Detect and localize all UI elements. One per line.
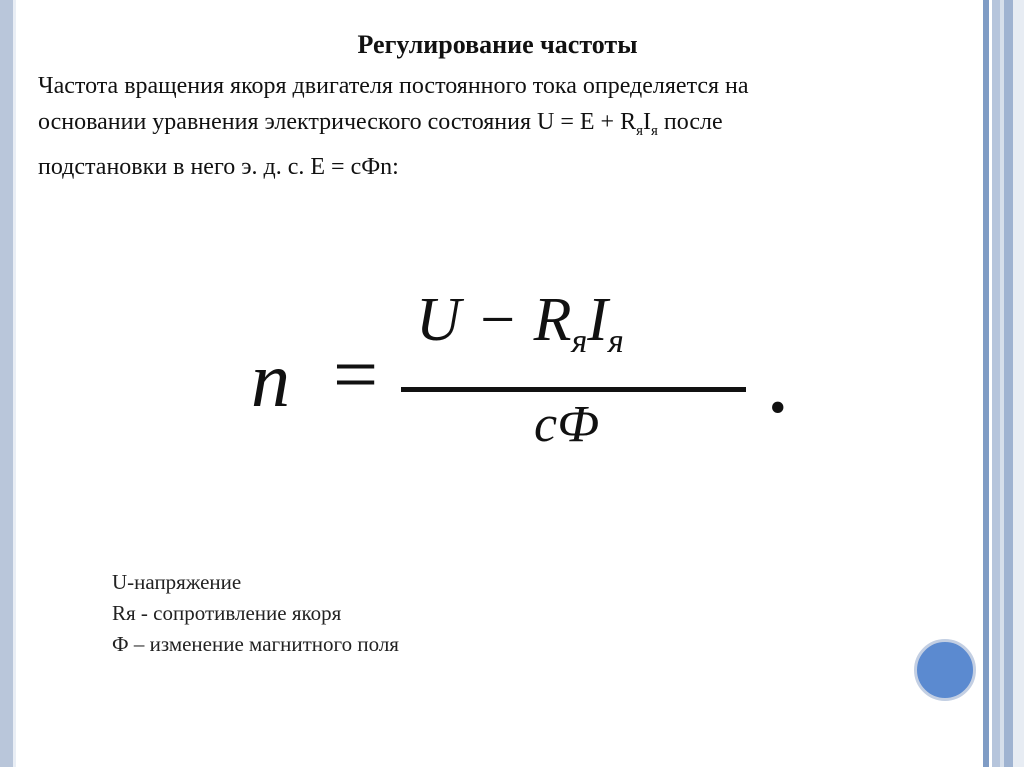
- formula-numerator: [416, 285, 624, 361]
- numerator-sub-2: я: [607, 323, 624, 360]
- body-line-2-end: после: [657, 109, 723, 135]
- left-decor-strip: [0, 0, 13, 767]
- legend-item: Ф – изменение магнитного поля: [112, 632, 399, 656]
- formula-terminator: .: [769, 351, 787, 428]
- formula-denominator: cФ: [534, 396, 599, 453]
- subscript-ya-2: я: [650, 122, 658, 139]
- fraction-bar: [401, 387, 746, 392]
- legend-item: U-напряжение: [112, 570, 242, 594]
- numerator-sub-1: я: [571, 323, 588, 360]
- current-symbol: I: [642, 109, 651, 135]
- body-line-3: подстановки в него э. д. с. E = cФn:: [38, 153, 399, 180]
- body-line-2: [38, 104, 918, 149]
- decor-circle: [914, 639, 976, 701]
- subscript-ya-1: я: [636, 122, 643, 139]
- slide: [16, 0, 979, 767]
- slide-body-text: [38, 68, 918, 185]
- numerator-i: I: [587, 286, 608, 354]
- variable-legend: [112, 567, 399, 660]
- speed-formula: [221, 285, 801, 460]
- body-line-1: Частота вращения якоря двигателя постоянного тока определяется на: [38, 73, 749, 99]
- right-decor-stripes: [980, 0, 1024, 767]
- legend-item: Rя - сопротивление якоря: [112, 601, 342, 625]
- formula-equals: =: [333, 331, 379, 419]
- formula-lhs: n: [251, 336, 290, 423]
- body-line-2-start: основании уравнения электрического состояния U = E + R: [38, 109, 637, 135]
- slide-title: Регулирование частоты: [357, 30, 638, 59]
- numerator-u-minus-r: U − R: [416, 286, 572, 354]
